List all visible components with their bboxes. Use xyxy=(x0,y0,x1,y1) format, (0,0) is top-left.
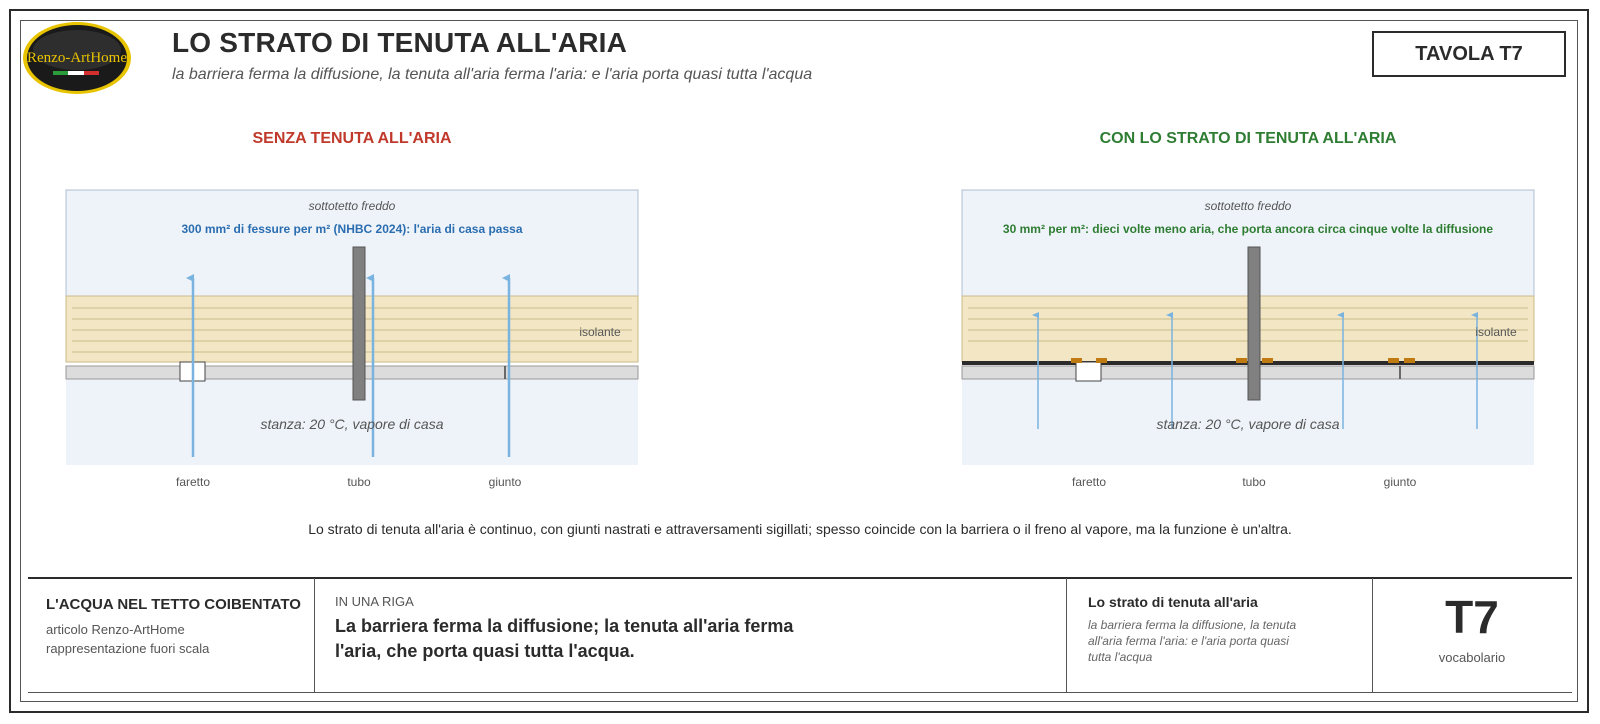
right-insulation-label: isolante xyxy=(1475,325,1517,339)
article-label: articolo Renzo-ArtHome xyxy=(46,622,185,637)
right-pipe xyxy=(1248,247,1260,400)
sheet-category: vocabolario xyxy=(1438,650,1506,665)
tape-pipe-right xyxy=(1262,358,1273,363)
right-label-joint: giunto xyxy=(1383,475,1417,489)
right-attic-label: sottotetto freddo xyxy=(1204,199,1292,213)
title-block-top-rule xyxy=(28,577,1572,579)
one-line-summary: La barriera ferma la diffusione; la tenuta all'aria ferma l'aria, che porta quasi tutta l'acqua. xyxy=(335,616,794,661)
sheet-code: T7 xyxy=(1445,591,1499,643)
title-block-divider-1 xyxy=(314,578,315,692)
left-label-spotlight: faretto xyxy=(175,475,211,489)
title-block-divider-2 xyxy=(1066,578,1067,692)
page-title: LO STRATO DI TENUTA ALL'ARIA xyxy=(172,27,628,58)
left-ceiling-board xyxy=(66,366,638,379)
tape-joint-left xyxy=(1388,358,1399,363)
tape-joint-right xyxy=(1404,358,1415,363)
sheet-plate: TAVOLA T7 xyxy=(1372,31,1566,77)
left-pipe xyxy=(353,247,365,400)
right-label-pipe: tubo xyxy=(1242,475,1266,489)
right-spotlight-box xyxy=(1076,362,1101,381)
scale-note: rappresentazione fuori scala xyxy=(46,641,210,656)
series-title: L'ACQUA NEL TETTO COIBENTATO xyxy=(46,596,301,613)
sheet-description: la barriera ferma la diffusione, la tenuta all'aria ferma l'aria: e l'aria porta quasi tutta l'acqua xyxy=(1088,618,1297,664)
left-room-label: stanza: 20 °C, vapore di casa xyxy=(260,416,444,432)
left-attic-label: sottotetto freddo xyxy=(308,199,396,213)
left-leak-text: 300 mm² di fessure per m² (NHBC 2024): l'aria di casa passa xyxy=(181,222,523,236)
right-panel xyxy=(962,190,1534,489)
explanatory-note: Lo strato di tenuta all'aria è continuo, con giunti nastrati e attraversamenti sigillati; spesso coincide con la barriera o il freno al vapore, ma la funzione è un'altra. xyxy=(308,521,1292,537)
tape-pipe-left xyxy=(1236,358,1247,363)
right-heading: CON LO STRATO DI TENUTA ALL'ARIA xyxy=(1099,130,1397,147)
left-insulation-label: isolante xyxy=(579,325,621,339)
sheet-title: Lo strato di tenuta all'aria xyxy=(1088,594,1258,610)
left-panel xyxy=(66,190,638,489)
left-label-pipe: tubo xyxy=(347,475,371,489)
logo-text: Renzo-ArtHome xyxy=(27,50,127,66)
right-leak-text: 30 mm² per m²: dieci volte meno aria, che porta ancora circa cinque volte la diffusione xyxy=(1002,222,1494,236)
tape-spotlight-left xyxy=(1071,358,1082,363)
tape-spotlight-right xyxy=(1096,358,1107,363)
title-block-bottom-rule xyxy=(28,692,1572,693)
right-label-spotlight: faretto xyxy=(1071,475,1107,489)
one-line-label: IN UNA RIGA xyxy=(335,594,414,609)
right-room-label: stanza: 20 °C, vapore di casa xyxy=(1156,416,1340,432)
page-subtitle: la barriera ferma la diffusione, la tenuta all'aria ferma l'aria: e l'aria porta quasi tutta l'acqua xyxy=(172,66,813,83)
left-label-joint: giunto xyxy=(488,475,522,489)
left-heading: SENZA TENUTA ALL'ARIA xyxy=(252,130,452,147)
